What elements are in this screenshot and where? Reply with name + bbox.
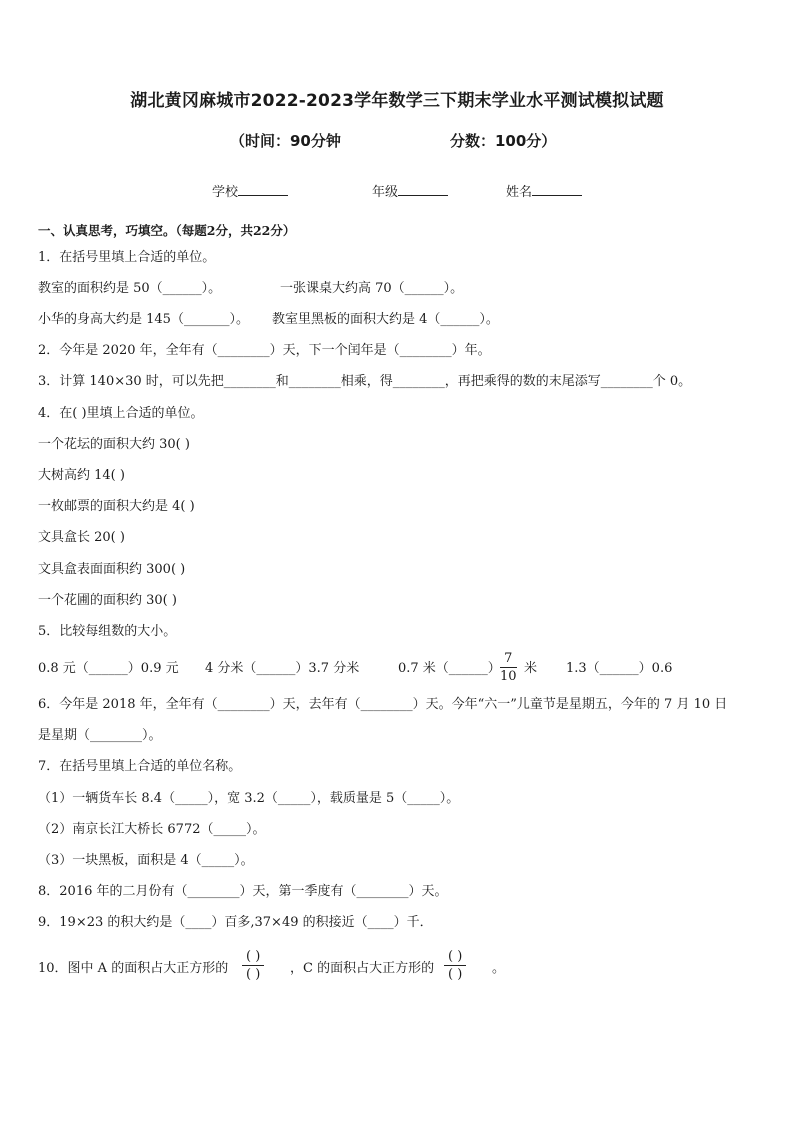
school-label: 学校 xyxy=(212,185,239,200)
q1-line-b1: 小华的身高大约是 145（_______）。 xyxy=(38,312,249,327)
q4-item: 文具盒长 20( ) xyxy=(38,530,125,545)
q7-stem: 7．在括号里填上合适的单位名称。 xyxy=(38,759,242,774)
name-field xyxy=(506,181,582,201)
q10-part1: 10．图中 A 的面积占大正方形的 xyxy=(38,961,229,976)
grade-label: 年级 xyxy=(372,185,399,200)
q10-part3: 。 xyxy=(492,961,506,976)
q1-line-b2: 教室里黑板的面积大约是 4（______）。 xyxy=(272,312,499,327)
name-blank xyxy=(532,181,582,196)
q4-item: 一个花坛的面积大约 30( ) xyxy=(38,437,190,452)
q1-stem: 1．在括号里填上合适的单位。 xyxy=(38,250,216,265)
q4-stem: 4．在( )里填上合适的单位。 xyxy=(38,406,204,421)
q10-fraction-c-numerator: ( ) xyxy=(444,948,466,966)
q7-part1: （1）一辆货车长 8.4（_____），宽 3.2（_____），载质量是 5（_____）。 xyxy=(38,791,460,806)
q7-part2: （2）南京长江大桥长 6772（_____）。 xyxy=(38,822,266,837)
q5-fraction xyxy=(500,650,517,685)
grade-field xyxy=(372,181,448,201)
q3-text: 3．计算 140×30 时，可以先把________和________相乘，得________，再把乘得的数的末尾添写________个 0。 xyxy=(38,374,692,389)
q7-part3: （3）一块黑板，面积是 4（_____）。 xyxy=(38,853,254,868)
exam-subtitle xyxy=(0,130,794,152)
q1-line-a2: 一张课桌大约高 70（______）。 xyxy=(280,281,464,296)
school-field xyxy=(212,181,288,201)
section-heading: 一、认真思考，巧填空。（每题2分，共22分） xyxy=(38,223,296,238)
q10-fraction-a-numerator: ( ) xyxy=(242,948,264,966)
q4-item: 大树高约 14( ) xyxy=(38,468,125,483)
q5-compare-4: 1.3（______）0.6 xyxy=(566,661,673,676)
q4-item: 一枚邮票的面积大约是 4( ) xyxy=(38,499,195,514)
page-title: 湖北黄冈麻城市2022-2023学年数学三下期末学业水平测试模拟试题 xyxy=(130,91,664,111)
q6-line2: 是星期（________）。 xyxy=(38,728,162,743)
exam-score: 分数：100分） xyxy=(450,132,557,150)
name-label: 姓名 xyxy=(506,185,533,200)
q5-stem: 5．比较每组数的大小。 xyxy=(38,624,177,639)
q5-compare-2: 4 分米（______）3.7 分米 xyxy=(205,661,360,676)
q10-fraction-c xyxy=(444,948,466,983)
q5-fraction-numerator: 7 xyxy=(500,650,517,668)
q10-fraction-c-denominator: ( ) xyxy=(448,967,463,982)
grade-blank xyxy=(398,181,448,196)
q2-text: 2．今年是 2020 年，全年有（________）天，下一个闰年是（________）年。 xyxy=(38,343,491,358)
school-blank xyxy=(238,181,288,196)
exam-time: （时间：90分钟 xyxy=(230,132,341,150)
q5-fraction-denominator: 10 xyxy=(500,669,517,684)
q5-compare-1: 0.8 元（______）0.9 元 xyxy=(38,661,179,676)
q9-text: 9．19×23 的积大约是（____）百多,37×49 的积接近（____）千． xyxy=(38,915,433,930)
q10-fraction-a-denominator: ( ) xyxy=(246,967,261,982)
q4-item: 一个花圃的面积约 30( ) xyxy=(38,593,177,608)
q10-fraction-a xyxy=(242,948,264,983)
q10-part2: ，C 的面积占大正方形的 xyxy=(290,961,435,976)
q1-line-a1: 教室的面积约是 50（______）。 xyxy=(38,281,222,296)
q4-item: 文具盒表面面积约 300( ) xyxy=(38,562,186,577)
q5-fraction-unit: 米 xyxy=(524,661,538,676)
q6-line1: 6．今年是 2018 年，全年有（________）天，去年有（________）天。今年“六一”儿童节是星期五，今年的 7 月 10 日 xyxy=(38,697,728,712)
q8-text: 8．2016 年的二月份有（________）天，第一季度有（________）天。 xyxy=(38,884,448,899)
q5-compare-3-left: 0.7 米（______） xyxy=(398,661,501,676)
